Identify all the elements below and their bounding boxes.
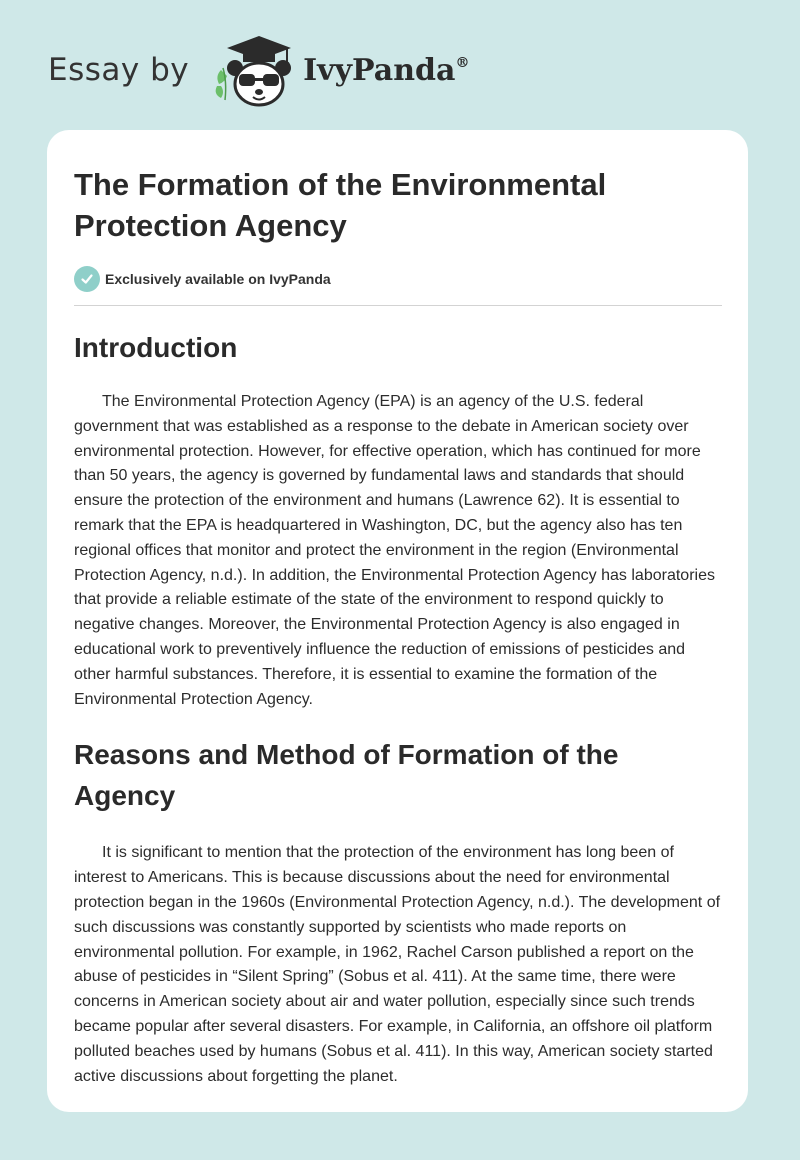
brand-text: IvyPanda [303, 52, 456, 88]
essay-card [47, 130, 748, 1112]
exclusive-badge [74, 266, 722, 292]
ivypanda-logo[interactable] [207, 30, 469, 110]
site-header [48, 30, 469, 110]
exclusive-label: Exclusively available on IvyPanda [105, 271, 331, 287]
panda-graduate-icon [207, 30, 295, 110]
brand-name [303, 53, 469, 88]
essay-title: The Formation of the Environmental Protection Agency [74, 167, 607, 243]
checkmark-icon [74, 266, 100, 292]
registered-mark: ® [455, 54, 470, 71]
section-heading-introduction: Introduction [74, 332, 238, 363]
essay-by-label: Essay by [48, 52, 190, 88]
section-paragraph-reasons: It is significant to mention that the protection of the environment has long been of interest to Americans. This is because discussions about the need for environmental protection began in the 1960s (Environmental Protection Agency, n.d.). The development of such discussions was constantly supported by scientists who made reports on environmental pollution. For example, in 1962, Rachel Carson published a report on the abuse of pesticides in “Silent Spring” (Sobus et al. 411). At the same time, there were concerns in American society about air and water pollution, especially since such trends became popular after several disasters. For example, in California, an offshore oil platform polluted beaches used by humans (Sobus et al. 411). In this way, American society started active discussions about forgetting the planet. [74, 844, 721, 1085]
section-heading-reasons: Reasons and Method of Formation of the Agency [74, 739, 619, 812]
section-paragraph-introduction: The Environmental Protection Agency (EPA) is an agency of the U.S. federal government that was established as a response to the debate in American society over environmental protection. However, for effective operation, which has continued for more than 50 years, the agency is governed by fundamental laws and standards that should ensure the protection of the environment and humans (Lawrence 62). It is essential to remark that the EPA is headquartered in Washington, DC, but the agency also has ten regional offices that monitor and protect the environment in the region (Environmental Protection Agency, n.d.). In addition, the Environmental Protection Agency has laboratories that provide a reliable estimate of the state of the environment to respond quickly to negative changes. Moreover, the Environmental Protection Agency is also engaged in educational work to preventively influence the reduction of emissions of pesticides and other harmful substances. Therefore, it is essential to examine the formation of the Environmental Protection Agency. [74, 393, 715, 708]
divider [74, 305, 722, 306]
